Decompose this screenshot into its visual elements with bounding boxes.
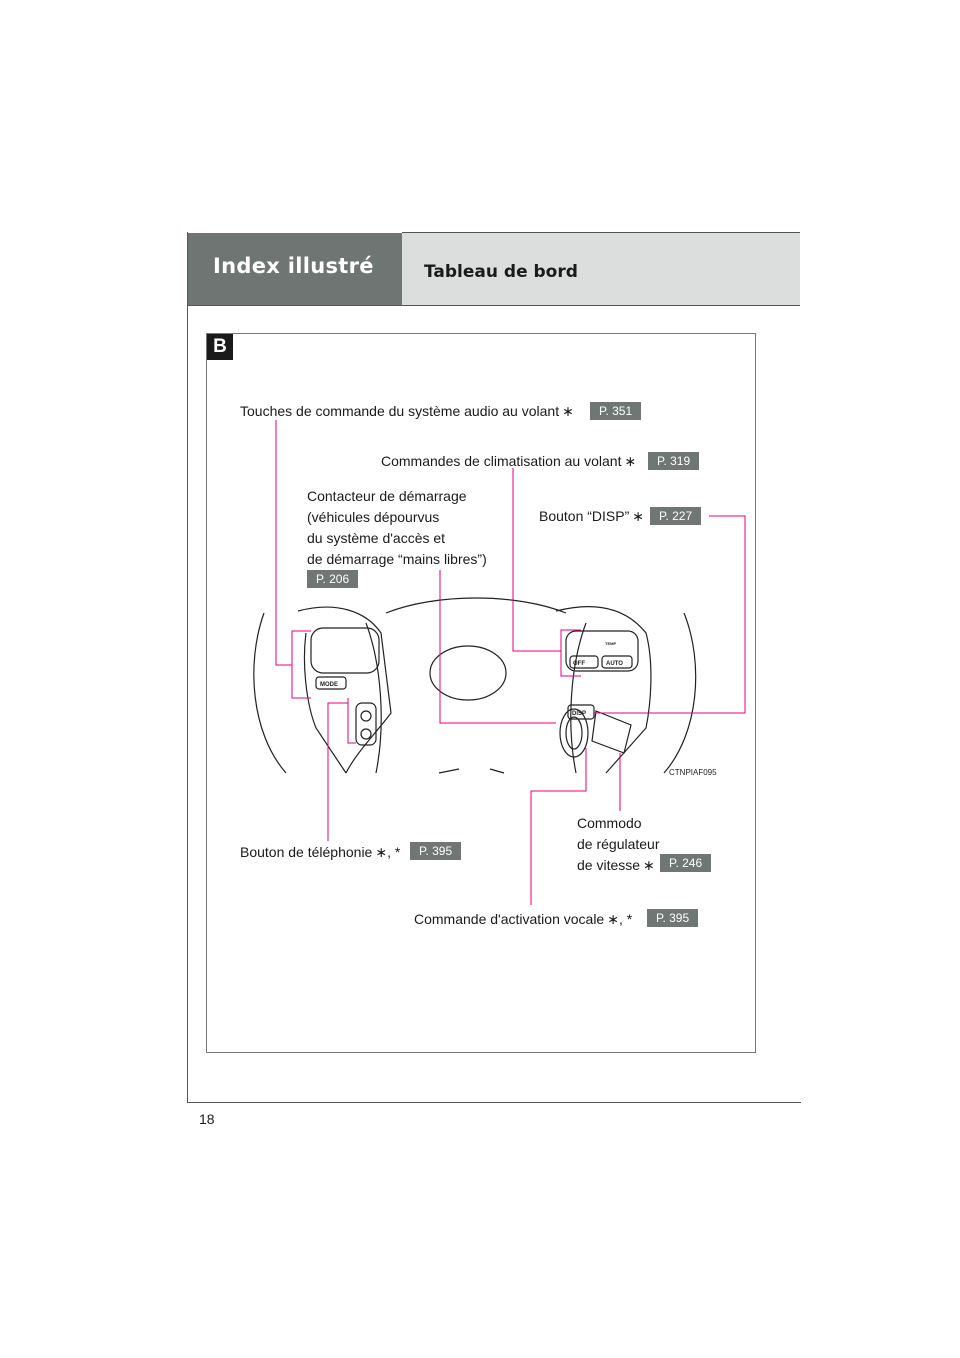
steering-wheel-diagram xyxy=(206,333,754,1051)
dash-line-left xyxy=(439,769,459,773)
leader-climate xyxy=(513,468,561,651)
hub-outline xyxy=(386,598,566,613)
header-divider xyxy=(188,305,800,306)
phone-button-up xyxy=(361,711,371,721)
disp-button-label: DISP xyxy=(572,711,587,717)
leader-audio xyxy=(276,420,292,665)
climate-switch-label: Commandes de climatisation au volant ∗ xyxy=(381,453,637,469)
engine-switch-line-3: du système d'accès et xyxy=(307,530,446,546)
auto-button-label: AUTO xyxy=(606,661,623,667)
cruise-line-1: Commodo xyxy=(577,815,642,831)
page-number: 18 xyxy=(199,1111,215,1127)
bracket-phone xyxy=(348,698,356,743)
header-divider-top xyxy=(402,232,800,233)
phone-switch-label: Bouton de téléphonie ∗, * xyxy=(240,844,401,860)
engine-switch-label xyxy=(307,486,487,570)
temp-label: TEMP xyxy=(605,641,617,646)
illustration-code: CTNPIAF095 xyxy=(669,768,717,777)
phone-switch-page-ref[interactable]: P. 395 xyxy=(410,842,461,860)
wheel-rim-right xyxy=(664,613,696,773)
cruise-lever xyxy=(592,711,631,753)
disp-button-callout: Bouton “DISP” ∗ xyxy=(539,508,644,524)
page-title: Tableau de bord xyxy=(424,262,578,282)
section-title: Index illustré xyxy=(213,254,374,278)
audio-switch-label: Touches de commande du système audio au volant ∗ xyxy=(240,403,574,419)
phone-button-down xyxy=(361,729,371,739)
cruise-control-page-ref[interactable]: P. 246 xyxy=(660,854,711,872)
climate-switch-page-ref[interactable]: P. 319 xyxy=(648,452,699,470)
off-button-label: OFF xyxy=(573,661,585,667)
voice-switch-label: Commande d'activation vocale ∗, * xyxy=(414,911,633,927)
voice-switch-page-ref[interactable]: P. 395 xyxy=(647,909,698,927)
voice-switch-inner xyxy=(566,717,582,749)
bracket-audio xyxy=(292,631,311,698)
engine-switch-line-1: Contacteur de démarrage xyxy=(307,488,467,504)
dash-line-right xyxy=(490,769,504,773)
audio-switch-body xyxy=(311,628,379,673)
spoke-left xyxy=(298,607,391,773)
cruise-line-3: de vitesse xyxy=(577,857,641,873)
mode-button-label: MODE xyxy=(320,682,338,688)
cruise-control-label: Commodo de régulateur de vitesse ∗ xyxy=(577,815,660,873)
audio-switch-page-ref[interactable]: P. 351 xyxy=(590,402,641,420)
engine-switch-line-2: (véhicules dépourvus xyxy=(307,509,440,525)
box-letter-badge: B xyxy=(207,334,233,360)
engine-switch-page-ref[interactable]: P. 206 xyxy=(307,570,358,588)
leader-disp xyxy=(594,516,745,713)
wheel-rim-left xyxy=(254,613,286,773)
cruise-line-2: de régulateur xyxy=(577,836,660,852)
engine-switch-line-4: de démarrage “mains libres”) xyxy=(307,551,487,567)
airbag-pad xyxy=(430,646,506,700)
disp-button-page-ref[interactable]: P. 227 xyxy=(650,507,701,525)
